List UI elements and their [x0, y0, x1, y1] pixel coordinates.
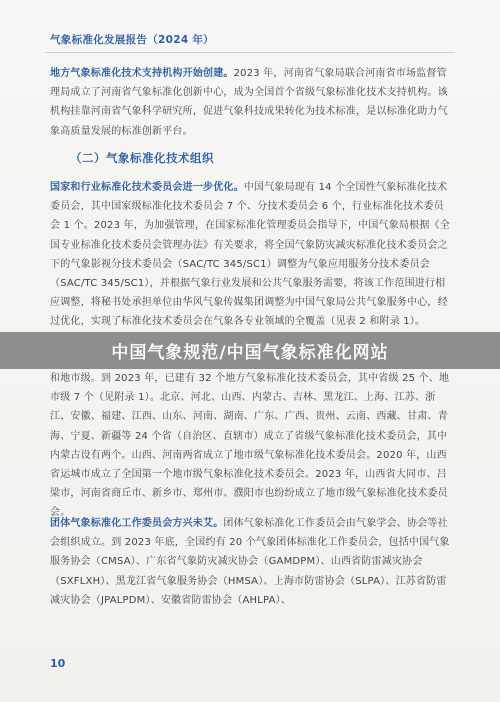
section-heading: （二）气象标准化技术组织: [70, 151, 214, 165]
paragraph-local-support: [50, 64, 450, 141]
paragraph-body: 2023 年，河南省气象局联合河南省市场监督管理局成立了河南省气象标准化创新中心，成为全国首个省级气象标准化技术支持机构。该机构挂靠河南省气象科学研究所，促进气象科技成果转化为技术标准，是以标准化助力气象高质量发展的标准创新平台。: [50, 68, 448, 137]
page-header: 气象标准化发展报告（2024 年）: [50, 34, 214, 46]
paragraph-lead: 国家和行业标准化技术委员会进一步优化。: [50, 182, 244, 193]
paragraph-body: 和地市级。到 2023 年，已建有 32 个地方气象标准化技术委员会，其中省级 25 个、地市级 7 个（见附录 1）。北京、河北、山西、内蒙古、吉林、黑龙江、上海、江苏、浙江、安徽、福建、江西、山东、河南、湖南、广东、广西、贵州、云南、西藏、甘肃、青海、宁夏、新疆等 24 个省（自治区、直辖市）成立了省级气象标准化技术委员会，其中内蒙古设有两个。山西、河南两省成立了地市级气象标准化技术委员会。2020 年，山西省运城市成立了全国第一个地市级气象标准化技术委员会。2023 年，山西省大同市、吕梁市，河南省商丘市、新乡市、郑州市、濮阳市也纷纷成立了地市级气象标准化技术委员会。: [50, 373, 450, 519]
paragraph-local-committees: [50, 369, 450, 523]
paragraph-body: 团体气象标准化工作委员会由气象学会、协会等社会组织成立。到 2023 年底，全国约有 20 个气象团体标准化工作委员会，包括中国气象服务协会（CMSA）、广东省气象防灾减灾协会（GAMDPM）、山西省防雷减灾协会（SXFLXH）、黑龙江省气象服务协会（HMSA）、上海市防雷协会（SLPA）、江苏省防雷减灾协会（JPALPDM）、安徽省防雷协会（AHLPA）、: [50, 518, 450, 606]
paragraph-lead: 地方气象标准化技术支持机构开始创建。: [50, 68, 234, 79]
paragraph-lead: 团体气象标准化工作委员会方兴未艾。: [50, 518, 224, 529]
paragraph-national-committees: [50, 178, 450, 330]
paragraph-body: 中国气象局现有 14 个全国性气象标准化技术委员会，其中国家级标准化技术委员会 7 个、分技术委员会 6 个，行业标准化技术委员会 1 个。2023 年，为加强管理，在国家标准化管理委员会指导下，中国气象局根据《全国专业标准化技术委员会管理办法》有关要求，将全国气象防灾减灾标准化技术委员会之下的气象影视分技术委员会（SAC/TC 345/SC1）调整为气象应用服务分技术委员会（SAC/TC 345/SC1），并根据气象行业发展和公共气象服务需要，将该工作范围进行相应调整，将秘书处承担单位由华风气象传媒集团调整为中国气象局公共气象服务中心，经过优化，实现了标准化技术委员会在气象各专业领域的全覆盖（见表 2 和附录 1）。: [50, 182, 450, 328]
paragraph-group-committees: [50, 514, 450, 610]
watermark-banner: [0, 332, 500, 369]
header-divider: [45, 52, 455, 53]
page-number: 10: [50, 657, 66, 670]
watermark-text: 中国气象规范/中国气象标准化网站: [111, 343, 389, 363]
